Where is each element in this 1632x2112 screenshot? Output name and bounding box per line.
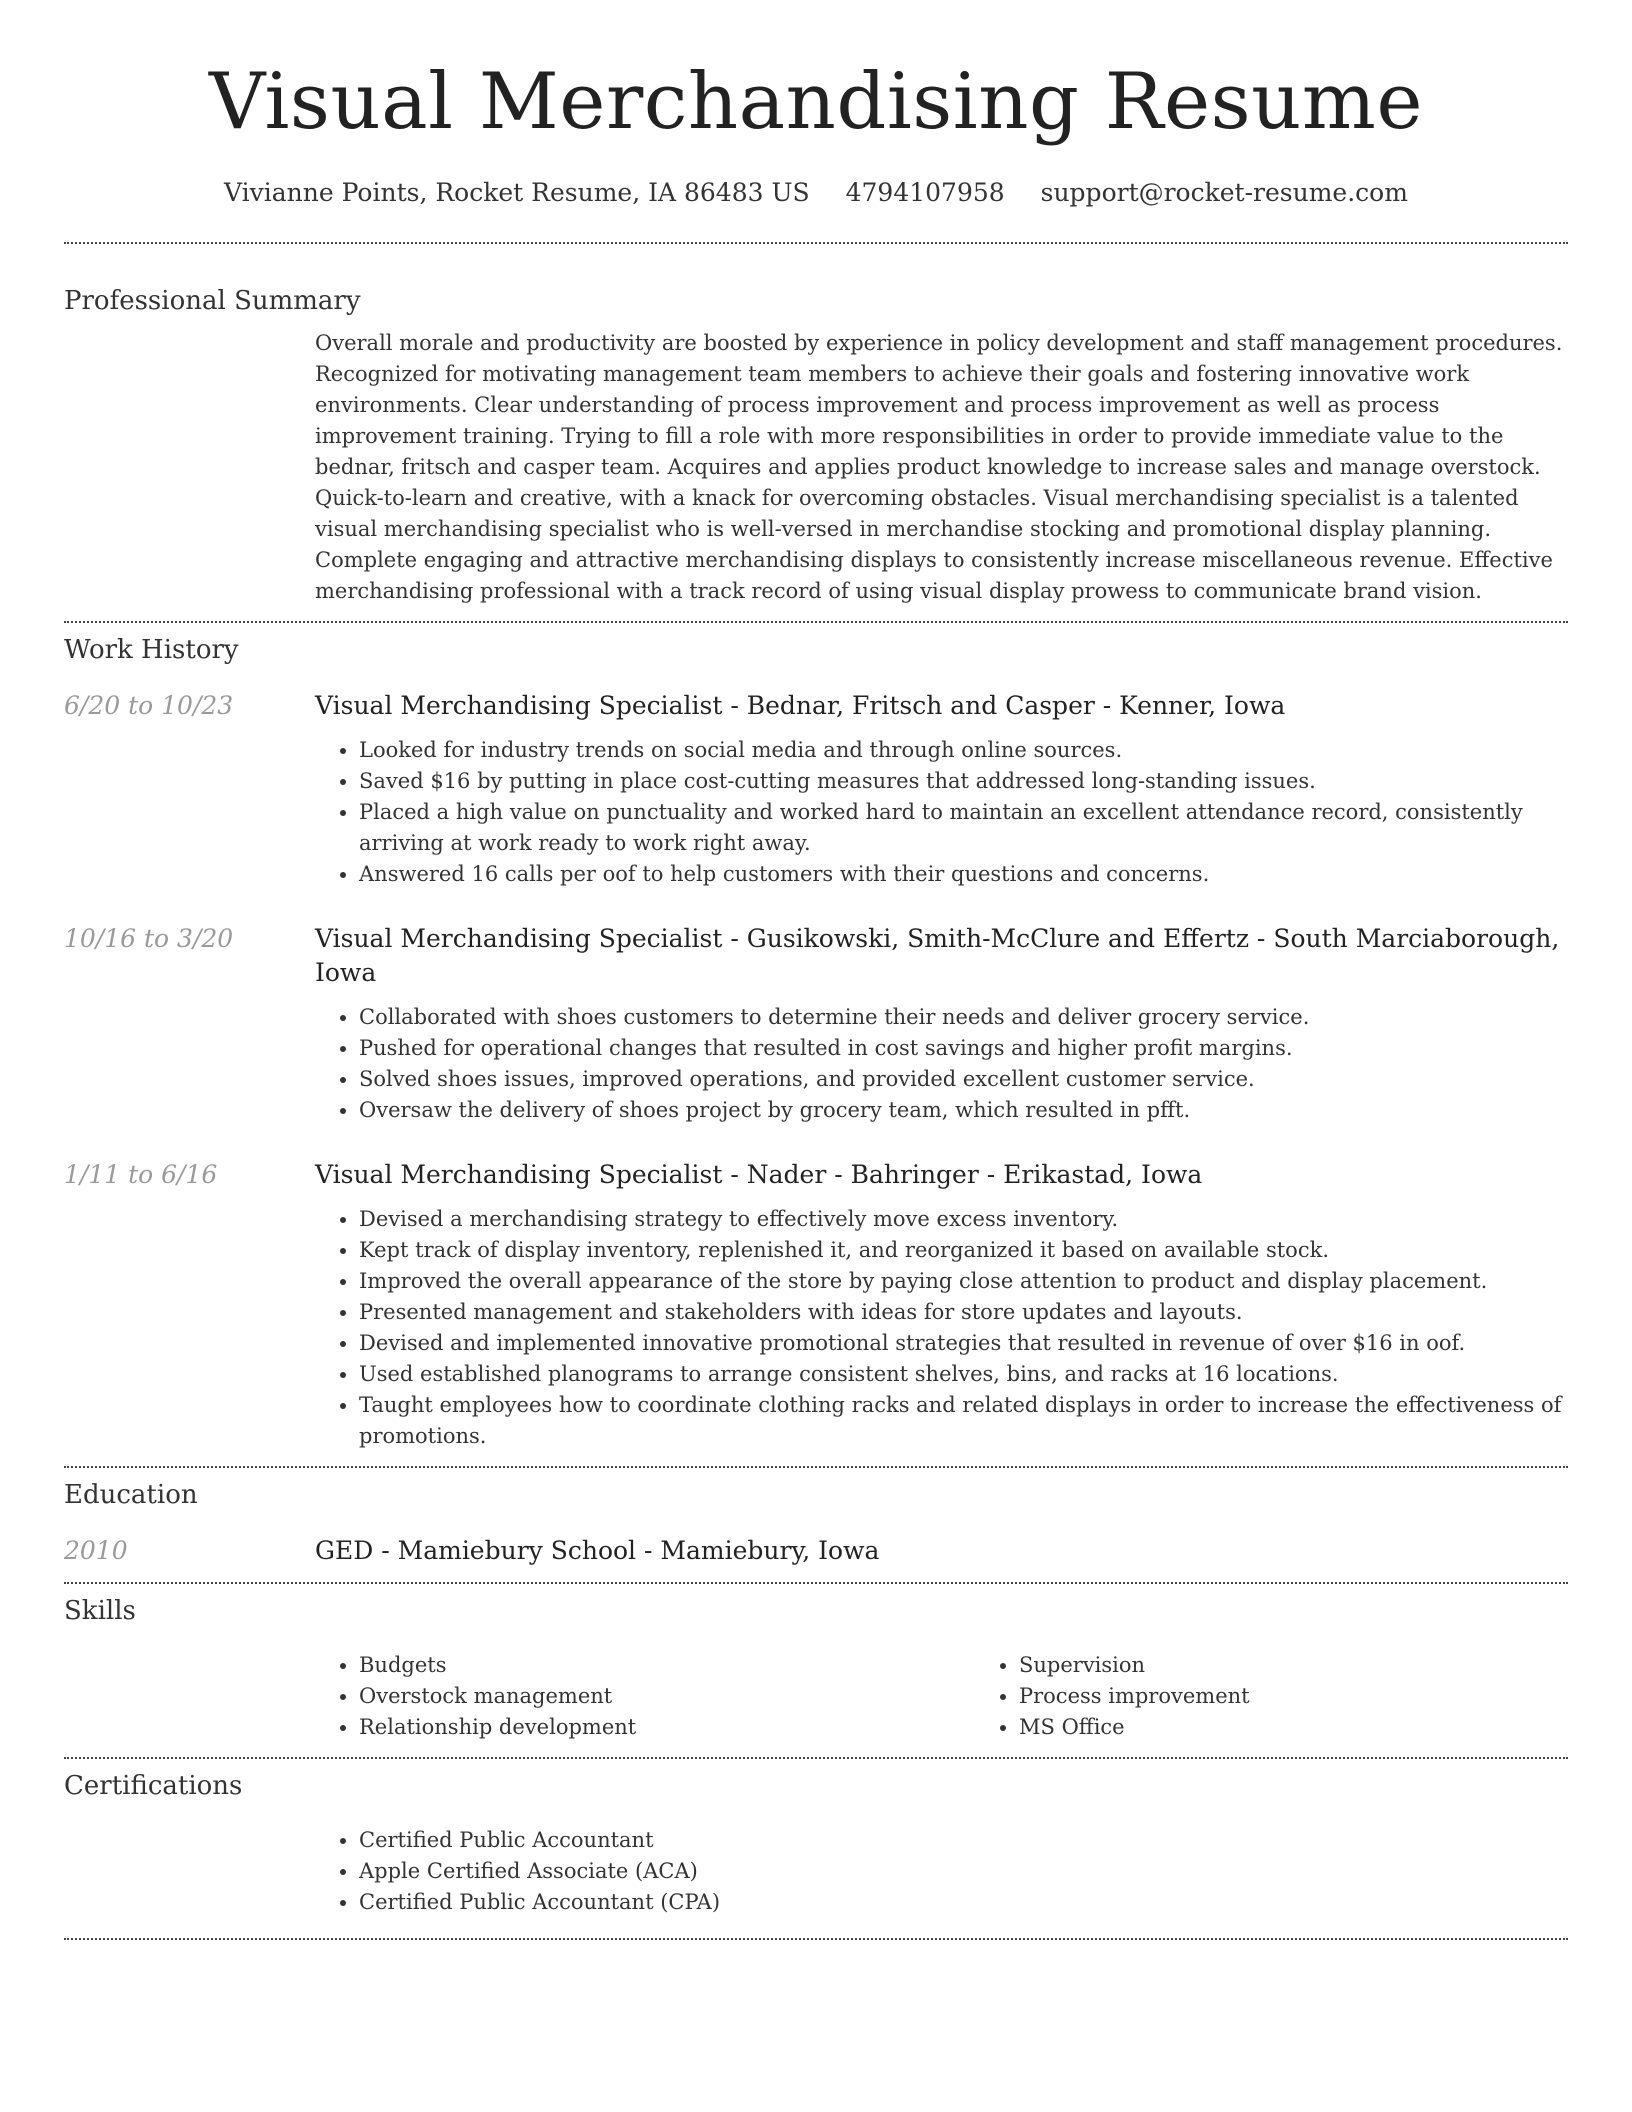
job-title: Visual Merchandising Specialist - Bednar, Fritsch and Casper - Kenner, Iowa [315, 691, 1286, 720]
divider [64, 621, 1568, 623]
list-item: • Solved shoes issues, improved operations, and provided excellent customer service. [359, 1064, 1568, 1095]
list-item: • Answered 16 calls per oof to help customers with their questions and concerns. [359, 859, 1568, 890]
certifications-section [64, 1825, 1568, 1918]
contact-line [64, 176, 1568, 210]
skills-columns [315, 1650, 1632, 1743]
list-item: • Improved the overall appearance of the store by paying close attention to product and display placement. [359, 1266, 1568, 1297]
skills-list-right [975, 1650, 1632, 1743]
list-item: • Budgets [359, 1650, 975, 1681]
certifications-list [315, 1825, 1568, 1918]
divider [64, 1938, 1568, 1940]
list-item: • Taught employees how to coordinate clothing racks and related displays in order to increase the effectiveness of promotions. [359, 1390, 1568, 1452]
job-entry [64, 689, 1568, 890]
list-item: • Used established planograms to arrange consistent shelves, bins, and racks at 16 locations. [359, 1359, 1568, 1390]
list-item: • Apple Certified Associate (ACA) [359, 1856, 1568, 1887]
job-bullets [315, 735, 1568, 890]
list-item: • Process improvement [1019, 1681, 1632, 1712]
education-entry [64, 1534, 1568, 1568]
education-body [315, 1534, 1568, 1568]
contact-address: Vivianne Points, Rocket Resume, IA 86483 US [224, 178, 810, 207]
divider [64, 1757, 1568, 1759]
list-item: • Collaborated with shoes customers to determine their needs and deliver grocery service. [359, 1002, 1568, 1033]
job-entry [64, 1158, 1568, 1452]
job-title: Visual Merchandising Specialist - Nader - Bahringer - Erikastad, Iowa [315, 1160, 1203, 1189]
contact-phone: 4794107958 [845, 178, 1005, 207]
divider [64, 1582, 1568, 1584]
job-dates: 10/16 to 3/20 [64, 924, 234, 953]
list-item: • Kept track of display inventory, replenished it, and reorganized it based on available stock. [359, 1235, 1568, 1266]
job-dates: 6/20 to 10/23 [64, 691, 234, 720]
list-item: • Supervision [1019, 1650, 1632, 1681]
list-item: • Devised and implemented innovative promotional strategies that resulted in revenue of over $16 in oof. [359, 1328, 1568, 1359]
contact-email[interactable]: support@rocket-resume.com [1040, 178, 1408, 207]
divider [64, 242, 1568, 244]
list-item: • Certified Public Accountant (CPA) [359, 1887, 1568, 1918]
list-item: • MS Office [1019, 1712, 1632, 1743]
job-bullets [315, 1204, 1568, 1452]
skills-list-left [315, 1650, 975, 1743]
list-item: • Looked for industry trends on social media and through online sources. [359, 735, 1568, 766]
education-title: GED - Mamiebury School - Mamiebury, Iowa [315, 1536, 880, 1565]
skills-heading: Skills [64, 1596, 136, 1626]
list-item: • Devised a merchandising strategy to effectively move excess inventory. [359, 1204, 1568, 1235]
job-body [315, 1158, 1568, 1452]
summary-heading: Professional Summary [64, 286, 361, 316]
skills-section [64, 1650, 1568, 1743]
job-body [315, 922, 1568, 1126]
job-body [315, 689, 1568, 890]
list-item: • Presented management and stakeholders with ideas for store updates and layouts. [359, 1297, 1568, 1328]
page-title: Visual Merchandising Resume [209, 57, 1423, 147]
list-item: • Pushed for operational changes that resulted in cost savings and higher profit margins. [359, 1033, 1568, 1064]
list-item: • Placed a high value on punctuality and worked hard to maintain an excellent attendance record, consistently arriving at work ready to work right away. [359, 797, 1568, 859]
summary-text: Overall morale and productivity are boosted by experience in policy development and staff management procedures. Recognized for motivating management team members to achieve their goals and fostering innovative work environments. Clear understanding of process improvement and process improvement as well as process improvement training. Trying to fill a role with more responsibilities in order to provide immediate value to the bednar, fritsch and casper team. Acquires and applies product knowledge to increase sales and manage overstock. Quick-to-learn and creative, with a knack for overcoming obstacles. Visual merchandising specialist is a talented visual merchandising specialist who is well-versed in merchandise stocking and promotional display planning. Complete engaging and attractive merchandising displays to consistently increase miscellaneous revenue. Effective merchandising professional with a track record of using visual display prowess to communicate brand vision. [315, 331, 1563, 603]
list-item: • Overstock management [359, 1681, 975, 1712]
education-year: 2010 [64, 1536, 128, 1565]
certifications-body [315, 1825, 1568, 1918]
job-bullets [315, 1002, 1568, 1126]
divider [64, 1466, 1568, 1468]
summary-section [64, 328, 1568, 607]
list-item: • Certified Public Accountant [359, 1825, 1568, 1856]
certifications-heading: Certifications [64, 1771, 243, 1801]
list-item: • Relationship development [359, 1712, 975, 1743]
list-item: • Oversaw the delivery of shoes project by grocery team, which resulted in pfft. [359, 1095, 1568, 1126]
work-heading: Work History [64, 635, 239, 665]
job-entry [64, 922, 1568, 1126]
job-title: Visual Merchandising Specialist - Gusikowski, Smith-McClure and Effertz - South Marciaborough, Iowa [315, 924, 1560, 987]
education-heading: Education [64, 1480, 198, 1510]
list-item: • Saved $16 by putting in place cost-cutting measures that addressed long-standing issues. [359, 766, 1568, 797]
job-dates: 1/11 to 6/16 [64, 1160, 218, 1189]
